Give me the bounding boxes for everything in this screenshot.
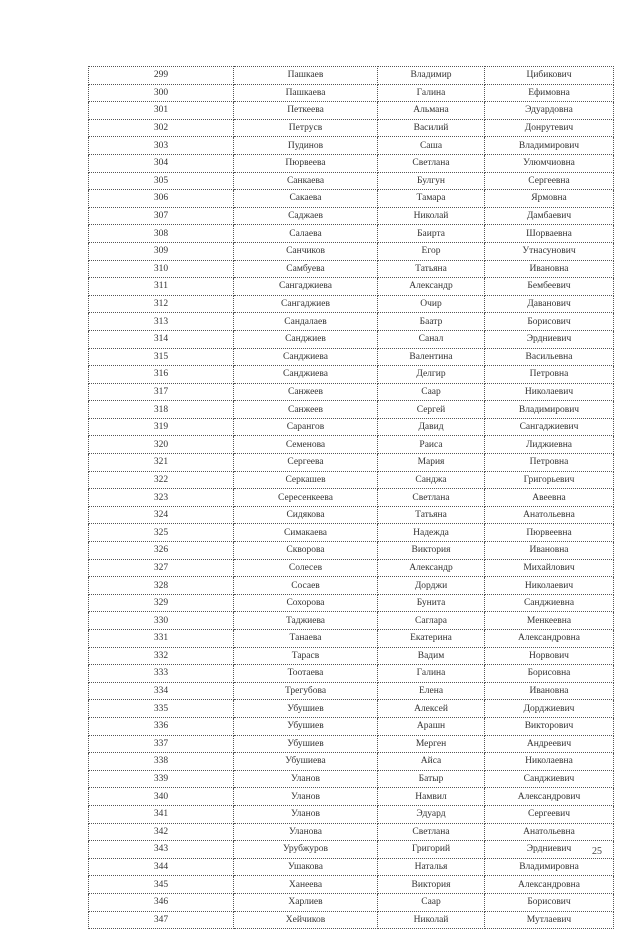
- patronymic-cell: Александрович: [485, 788, 614, 806]
- first-name-cell: Булгун: [378, 172, 485, 190]
- first-name-cell: Баирта: [378, 225, 485, 243]
- first-name-cell: Саглара: [378, 612, 485, 630]
- first-name-cell: Александр: [378, 278, 485, 296]
- table-row: [89, 154, 614, 172]
- last-name-cell: Санджиев: [234, 330, 378, 348]
- last-name-cell: Солесев: [234, 559, 378, 577]
- patronymic-cell: Норвович: [485, 647, 614, 665]
- row-number-cell: 321: [89, 454, 234, 472]
- table-row: [89, 647, 614, 665]
- table-row: [89, 788, 614, 806]
- last-name-cell: Сарангов: [234, 418, 378, 436]
- table-row: [89, 102, 614, 120]
- table-row: [89, 84, 614, 102]
- last-name-cell: Сакаева: [234, 190, 378, 208]
- patronymic-cell: Викторович: [485, 717, 614, 735]
- first-name-cell: Алексей: [378, 700, 485, 718]
- row-number-cell: 324: [89, 506, 234, 524]
- row-number-cell: 308: [89, 225, 234, 243]
- table-row: [89, 348, 614, 366]
- row-number-cell: 337: [89, 735, 234, 753]
- first-name-cell: Саар: [378, 383, 485, 401]
- table-row: [89, 559, 614, 577]
- table-row: [89, 805, 614, 823]
- table-row: [89, 823, 614, 841]
- row-number-cell: 343: [89, 841, 234, 859]
- last-name-cell: Санжеев: [234, 383, 378, 401]
- row-number-cell: 326: [89, 542, 234, 560]
- last-name-cell: Хейчиков: [234, 911, 378, 929]
- last-name-cell: Саджаев: [234, 207, 378, 225]
- last-name-cell: Салаева: [234, 225, 378, 243]
- patronymic-cell: Николаевич: [485, 383, 614, 401]
- table-row: [89, 436, 614, 454]
- row-number-cell: 306: [89, 190, 234, 208]
- last-name-cell: Скворова: [234, 542, 378, 560]
- patronymic-cell: Эрдниевич: [485, 330, 614, 348]
- last-name-cell: Танаева: [234, 630, 378, 648]
- first-name-cell: Бунита: [378, 594, 485, 612]
- first-name-cell: Арашн: [378, 717, 485, 735]
- last-name-cell: Убушиева: [234, 753, 378, 771]
- last-name-cell: Тарасв: [234, 647, 378, 665]
- row-number-cell: 299: [89, 67, 234, 85]
- patronymic-cell: Эрдниевич: [485, 841, 614, 859]
- row-number-cell: 322: [89, 471, 234, 489]
- name-list-table: [88, 66, 614, 929]
- row-number-cell: 336: [89, 717, 234, 735]
- table-row: [89, 665, 614, 683]
- last-name-cell: Таджиева: [234, 612, 378, 630]
- patronymic-cell: Сангаджиевич: [485, 418, 614, 436]
- last-name-cell: Сангаджиева: [234, 278, 378, 296]
- table-row: [89, 612, 614, 630]
- name-list-sheet: [88, 66, 613, 929]
- last-name-cell: Санджиева: [234, 366, 378, 384]
- patronymic-cell: Борисовна: [485, 665, 614, 683]
- row-number-cell: 307: [89, 207, 234, 225]
- last-name-cell: Петрусв: [234, 119, 378, 137]
- first-name-cell: Александр: [378, 559, 485, 577]
- table-row: [89, 401, 614, 419]
- patronymic-cell: Николаевна: [485, 753, 614, 771]
- last-name-cell: Пудинов: [234, 137, 378, 155]
- patronymic-cell: Александровна: [485, 630, 614, 648]
- first-name-cell: Очир: [378, 295, 485, 313]
- table-row: [89, 753, 614, 771]
- patronymic-cell: Авеевна: [485, 489, 614, 507]
- patronymic-cell: Улюмчиовна: [485, 154, 614, 172]
- patronymic-cell: Петровна: [485, 366, 614, 384]
- first-name-cell: Елена: [378, 682, 485, 700]
- table-row: [89, 717, 614, 735]
- patronymic-cell: Борисович: [485, 313, 614, 331]
- first-name-cell: Светлана: [378, 489, 485, 507]
- row-number-cell: 325: [89, 524, 234, 542]
- last-name-cell: Тоотаева: [234, 665, 378, 683]
- patronymic-cell: Ефимовна: [485, 84, 614, 102]
- table-row: [89, 524, 614, 542]
- row-number-cell: 331: [89, 630, 234, 648]
- row-number-cell: 312: [89, 295, 234, 313]
- first-name-cell: Мария: [378, 454, 485, 472]
- first-name-cell: Татьяна: [378, 506, 485, 524]
- first-name-cell: Наталья: [378, 858, 485, 876]
- row-number-cell: 305: [89, 172, 234, 190]
- table-row: [89, 542, 614, 560]
- patronymic-cell: Бембеевич: [485, 278, 614, 296]
- row-number-cell: 323: [89, 489, 234, 507]
- table-row: [89, 911, 614, 929]
- first-name-cell: Екатерина: [378, 630, 485, 648]
- first-name-cell: Дорджи: [378, 577, 485, 595]
- row-number-cell: 309: [89, 242, 234, 260]
- patronymic-cell: Андреевич: [485, 735, 614, 753]
- patronymic-cell: Владимирович: [485, 137, 614, 155]
- last-name-cell: Сохорова: [234, 594, 378, 612]
- row-number-cell: 334: [89, 682, 234, 700]
- patronymic-cell: Васильевна: [485, 348, 614, 366]
- patronymic-cell: Пюрвеевна: [485, 524, 614, 542]
- last-name-cell: Пашкаев: [234, 67, 378, 85]
- row-number-cell: 315: [89, 348, 234, 366]
- table-row: [89, 313, 614, 331]
- patronymic-cell: Михайлович: [485, 559, 614, 577]
- table-row: [89, 630, 614, 648]
- row-number-cell: 304: [89, 154, 234, 172]
- last-name-cell: Уланов: [234, 805, 378, 823]
- last-name-cell: Симакаева: [234, 524, 378, 542]
- patronymic-cell: Владимирович: [485, 401, 614, 419]
- row-number-cell: 345: [89, 876, 234, 894]
- first-name-cell: Вадим: [378, 647, 485, 665]
- last-name-cell: Ханеева: [234, 876, 378, 894]
- page-number: 25: [592, 846, 602, 857]
- patronymic-cell: Сергеевна: [485, 172, 614, 190]
- first-name-cell: Виктория: [378, 876, 485, 894]
- table-row: [89, 172, 614, 190]
- first-name-cell: Светлана: [378, 823, 485, 841]
- last-name-cell: Харлиев: [234, 893, 378, 911]
- last-name-cell: Убушиев: [234, 735, 378, 753]
- table-row: [89, 383, 614, 401]
- patronymic-cell: Ивановна: [485, 682, 614, 700]
- last-name-cell: Сосаев: [234, 577, 378, 595]
- table-row: [89, 471, 614, 489]
- table-row: [89, 893, 614, 911]
- patronymic-cell: Лиджиевна: [485, 436, 614, 454]
- first-name-cell: Виктория: [378, 542, 485, 560]
- patronymic-cell: Сергеевич: [485, 805, 614, 823]
- first-name-cell: Баатр: [378, 313, 485, 331]
- last-name-cell: Урубжуров: [234, 841, 378, 859]
- row-number-cell: 327: [89, 559, 234, 577]
- first-name-cell: Эдуард: [378, 805, 485, 823]
- first-name-cell: Санджа: [378, 471, 485, 489]
- first-name-cell: Давид: [378, 418, 485, 436]
- last-name-cell: Сангаджиев: [234, 295, 378, 313]
- last-name-cell: Трегубова: [234, 682, 378, 700]
- first-name-cell: Намвил: [378, 788, 485, 806]
- table-row: [89, 700, 614, 718]
- table-row: [89, 366, 614, 384]
- table-row: [89, 260, 614, 278]
- first-name-cell: Галина: [378, 665, 485, 683]
- last-name-cell: Уланова: [234, 823, 378, 841]
- table-row: [89, 418, 614, 436]
- row-number-cell: 310: [89, 260, 234, 278]
- first-name-cell: Валентина: [378, 348, 485, 366]
- table-row: [89, 295, 614, 313]
- first-name-cell: Мерген: [378, 735, 485, 753]
- first-name-cell: Саар: [378, 893, 485, 911]
- table-row: [89, 770, 614, 788]
- first-name-cell: Надежда: [378, 524, 485, 542]
- first-name-cell: Владимир: [378, 67, 485, 85]
- row-number-cell: 316: [89, 366, 234, 384]
- patronymic-cell: Владимировна: [485, 858, 614, 876]
- first-name-cell: Батыр: [378, 770, 485, 788]
- patronymic-cell: Борисович: [485, 893, 614, 911]
- row-number-cell: 314: [89, 330, 234, 348]
- row-number-cell: 347: [89, 911, 234, 929]
- table-row: [89, 207, 614, 225]
- last-name-cell: Сергеева: [234, 454, 378, 472]
- patronymic-cell: Анатольевна: [485, 823, 614, 841]
- patronymic-cell: Дамбаевич: [485, 207, 614, 225]
- patronymic-cell: Ивановна: [485, 542, 614, 560]
- last-name-cell: Сандалаев: [234, 313, 378, 331]
- patronymic-cell: Утнасунович: [485, 242, 614, 260]
- last-name-cell: Пашкаева: [234, 84, 378, 102]
- table-row: [89, 841, 614, 859]
- last-name-cell: Пюрвеева: [234, 154, 378, 172]
- row-number-cell: 329: [89, 594, 234, 612]
- row-number-cell: 302: [89, 119, 234, 137]
- last-name-cell: Убушиев: [234, 717, 378, 735]
- patronymic-cell: Ярмовна: [485, 190, 614, 208]
- table-row: [89, 242, 614, 260]
- first-name-cell: Галина: [378, 84, 485, 102]
- first-name-cell: Альмана: [378, 102, 485, 120]
- row-number-cell: 340: [89, 788, 234, 806]
- table-row: [89, 594, 614, 612]
- name-list-body: [89, 67, 614, 929]
- table-row: [89, 137, 614, 155]
- first-name-cell: Николай: [378, 207, 485, 225]
- row-number-cell: 317: [89, 383, 234, 401]
- table-row: [89, 454, 614, 472]
- last-name-cell: Санджиева: [234, 348, 378, 366]
- table-row: [89, 735, 614, 753]
- last-name-cell: Санчиков: [234, 242, 378, 260]
- row-number-cell: 338: [89, 753, 234, 771]
- patronymic-cell: Александровна: [485, 876, 614, 894]
- last-name-cell: Семенова: [234, 436, 378, 454]
- patronymic-cell: Петровна: [485, 454, 614, 472]
- first-name-cell: Айса: [378, 753, 485, 771]
- row-number-cell: 330: [89, 612, 234, 630]
- first-name-cell: Егор: [378, 242, 485, 260]
- first-name-cell: Делгир: [378, 366, 485, 384]
- row-number-cell: 301: [89, 102, 234, 120]
- row-number-cell: 320: [89, 436, 234, 454]
- patronymic-cell: Григорьевич: [485, 471, 614, 489]
- table-row: [89, 67, 614, 85]
- patronymic-cell: Менкеевна: [485, 612, 614, 630]
- row-number-cell: 339: [89, 770, 234, 788]
- first-name-cell: Николай: [378, 911, 485, 929]
- first-name-cell: Светлана: [378, 154, 485, 172]
- first-name-cell: Тамара: [378, 190, 485, 208]
- last-name-cell: Серкашев: [234, 471, 378, 489]
- row-number-cell: 311: [89, 278, 234, 296]
- patronymic-cell: Ивановна: [485, 260, 614, 278]
- table-row: [89, 858, 614, 876]
- last-name-cell: Сересенкеева: [234, 489, 378, 507]
- table-row: [89, 506, 614, 524]
- row-number-cell: 332: [89, 647, 234, 665]
- last-name-cell: Уланов: [234, 788, 378, 806]
- table-row: [89, 577, 614, 595]
- row-number-cell: 341: [89, 805, 234, 823]
- patronymic-cell: Анатольевна: [485, 506, 614, 524]
- table-row: [89, 119, 614, 137]
- patronymic-cell: Даванович: [485, 295, 614, 313]
- last-name-cell: Самбуева: [234, 260, 378, 278]
- first-name-cell: Раиса: [378, 436, 485, 454]
- patronymic-cell: Санджиевич: [485, 770, 614, 788]
- first-name-cell: Григорий: [378, 841, 485, 859]
- first-name-cell: Санал: [378, 330, 485, 348]
- row-number-cell: 344: [89, 858, 234, 876]
- row-number-cell: 342: [89, 823, 234, 841]
- table-row: [89, 225, 614, 243]
- last-name-cell: Сидякова: [234, 506, 378, 524]
- row-number-cell: 318: [89, 401, 234, 419]
- first-name-cell: Василий: [378, 119, 485, 137]
- last-name-cell: Санжеев: [234, 401, 378, 419]
- last-name-cell: Петкеева: [234, 102, 378, 120]
- table-row: [89, 190, 614, 208]
- row-number-cell: 346: [89, 893, 234, 911]
- patronymic-cell: Донрутевич: [485, 119, 614, 137]
- last-name-cell: Ушакова: [234, 858, 378, 876]
- row-number-cell: 328: [89, 577, 234, 595]
- first-name-cell: Сергей: [378, 401, 485, 419]
- patronymic-cell: Дорджиевич: [485, 700, 614, 718]
- patronymic-cell: Цибикович: [485, 67, 614, 85]
- row-number-cell: 335: [89, 700, 234, 718]
- first-name-cell: Татьяна: [378, 260, 485, 278]
- patronymic-cell: Шорваевна: [485, 225, 614, 243]
- row-number-cell: 319: [89, 418, 234, 436]
- patronymic-cell: Санджиевна: [485, 594, 614, 612]
- last-name-cell: Убушиев: [234, 700, 378, 718]
- patronymic-cell: Эдуардовна: [485, 102, 614, 120]
- table-row: [89, 330, 614, 348]
- last-name-cell: Уланов: [234, 770, 378, 788]
- last-name-cell: Санкаева: [234, 172, 378, 190]
- table-row: [89, 278, 614, 296]
- row-number-cell: 333: [89, 665, 234, 683]
- table-row: [89, 489, 614, 507]
- table-row: [89, 876, 614, 894]
- row-number-cell: 313: [89, 313, 234, 331]
- row-number-cell: 303: [89, 137, 234, 155]
- patronymic-cell: Николаевич: [485, 577, 614, 595]
- row-number-cell: 300: [89, 84, 234, 102]
- patronymic-cell: Мутлаевич: [485, 911, 614, 929]
- table-row: [89, 682, 614, 700]
- first-name-cell: Саша: [378, 137, 485, 155]
